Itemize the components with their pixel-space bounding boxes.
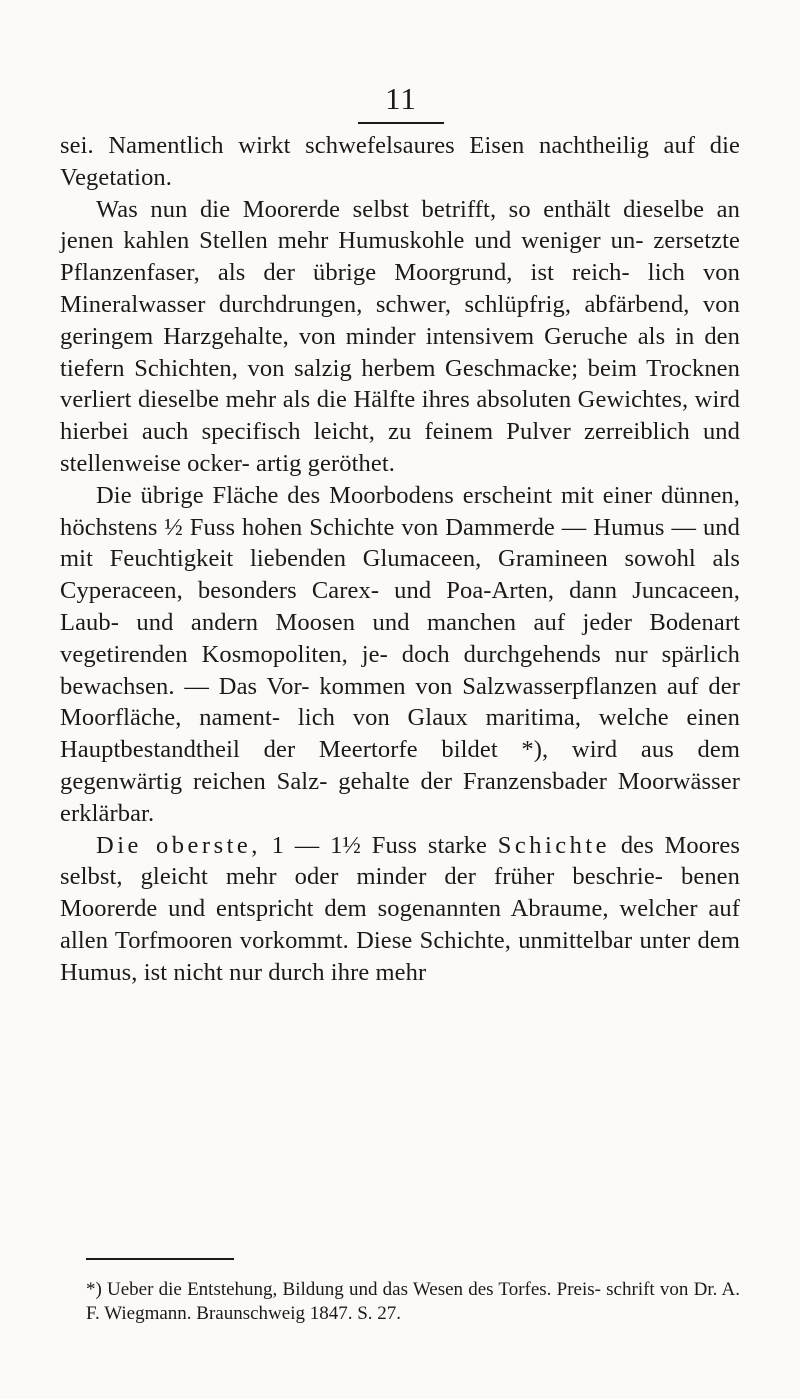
paragraph-2: Was nun die Moorerde selbst betrifft, so enthält dieselbe an jenen kahlen Stellen mehr Humuskohle und weniger un- zersetzte Pflanzenfaser, als der übrige Moorgrund, ist reich- lich von Mineralwasser durchdrungen, schwer, schlüpfrig, abfärbend, von geringem Harzgehalte, von minder intensivem Geruche als in den tiefern Schichten, von salzig herbem Geschmacke; beim Trocknen verliert dieselbe mehr als die Hälfte ihres absoluten Gewichtes, wird hierbei auch specifisch leicht, zu feinem Pulver zerreiblich und stellenweise ocker- artig geröthet. [60,195,740,477]
body-text [60,130,740,989]
paragraph-4-mid: 1 — 1½ Fuss starke [260,831,498,859]
header-rule [358,122,444,124]
emphasis-lead: Die oberste, [96,831,261,859]
footnote-rule [86,1258,234,1260]
emphasis-schichte: Schichte [497,831,611,859]
footnote [86,1278,740,1326]
footnote-text: *) Ueber die Entstehung, Bildung und das Wesen des Torfes. Preis- schrift von Dr. A. F. Wiegmann. Braunschweig 1847. S. 27. [86,1279,740,1324]
paragraph-4-rest: des Moores selbst, gleicht mehr oder minder der früher beschrie- benen Moorerde und entspricht dem sogenannten Abraume, welcher auf allen Torfmooren vorkommt. Diese Schichte, unmittelbar unter dem Humus, ist nicht nur durch ihre mehr [60,831,740,986]
page-number: 11 [385,81,417,116]
paragraph-3: Die übrige Fläche des Moorbodens erscheint mit einer dünnen, höchstens ½ Fuss hohen Schichte von Dammerde — Humus — und mit Feuchtigkeit liebenden Glumaceen, Gramineen sowohl als Cyperaceen, besonders Carex- und Poa-Arten, dann Juncaceen, Laub- und andern Moosen und manchen auf jeder Bodenart vegetirenden Kosmopoliten, je- doch durchgehends nur spärlich bewachsen. — Das Vor- kommen von Salzwasserpflanzen auf der Moorfläche, nament- lich von Glaux maritima, welche einen Hauptbestandtheil der Meertorfe bildet *), wird aus dem gegenwärtig reichen Salz- gehalte der Franzensbader Moorwässer erklärbar. [60,481,740,827]
paragraph-1: sei. Namentlich wirkt schwefelsaures Eisen nachtheilig auf die Vegetation. [60,132,740,191]
paragraph-4 [60,830,740,989]
